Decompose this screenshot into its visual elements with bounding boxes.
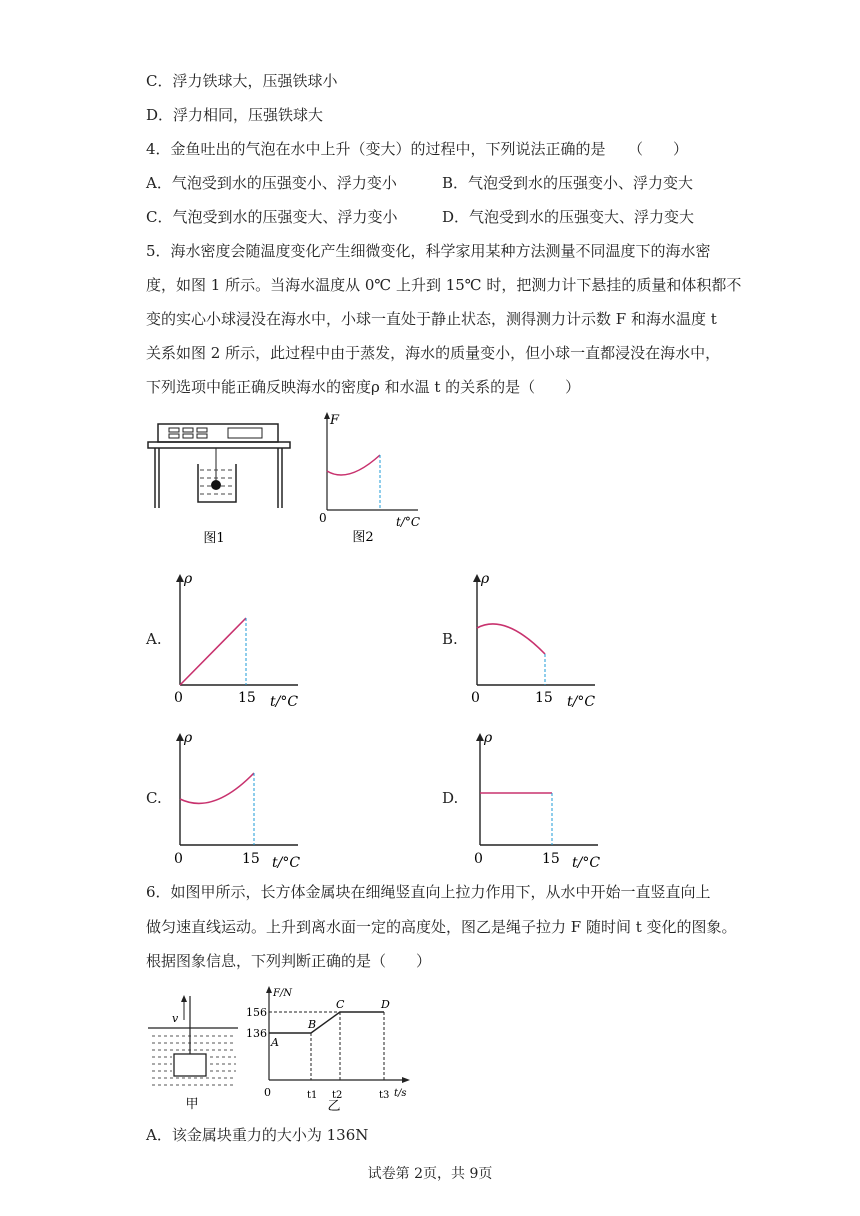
opt-c-xtick: 15 bbox=[242, 851, 260, 867]
opt-a-xtick: 15 bbox=[238, 690, 256, 706]
q4-option-c: C．气泡受到水的压强变大、浮力变小 bbox=[146, 208, 398, 226]
q5-option-a-graph bbox=[168, 568, 308, 713]
q6-figure-yi bbox=[244, 982, 414, 1112]
fig1-caption: 图1 bbox=[203, 531, 225, 546]
balance-top bbox=[158, 424, 278, 442]
q5-option-c-graph bbox=[168, 725, 308, 873]
q5-option-b-graph bbox=[465, 568, 605, 713]
q5-option-d-graph bbox=[468, 725, 608, 873]
fig2-x-label: t/°C bbox=[396, 515, 421, 529]
yi-x-label: t/s bbox=[394, 1088, 407, 1099]
opt-b-x-label: t/°C bbox=[567, 694, 596, 710]
yi-tick-t3: t3 bbox=[379, 1090, 390, 1101]
metal-block bbox=[174, 1054, 206, 1076]
q6-stem-line-3: 根据图象信息，下列判断正确的是（ ） bbox=[146, 952, 432, 970]
q5-stem-line-5: 下列选项中能正确反映海水的密度ρ 和水温 t 的关系的是（ ） bbox=[146, 378, 581, 396]
opt-c-curve bbox=[180, 773, 254, 803]
q5-stem-line-3: 变的实心小球浸没在海水中，小球一直处于静止状态，测得测力计示数 F 和海水温度 t bbox=[146, 310, 717, 328]
opt-a-line bbox=[180, 618, 246, 685]
yi-tick-156: 156 bbox=[246, 1006, 267, 1019]
opt-b-curve bbox=[477, 624, 545, 654]
q5-stem-line-1: 5．海水密度会随温度变化产生细微变化，科学家用某种方法测量不同温度下的海水密 bbox=[146, 242, 711, 260]
q5-stem-line-4: 关系如图 2 所示，此过程中由于蒸发，海水的质量变小，但小球一直都浸没在海水中， bbox=[146, 344, 721, 362]
opt-c-x-label: t/°C bbox=[272, 855, 301, 871]
q6-stem-line-1: 6．如图甲所示，长方体金属块在细绳竖直向上拉力作用下，从水中开始一直竖直向上 bbox=[146, 883, 711, 901]
opt-d-origin: 0 bbox=[474, 851, 483, 867]
v-label: v bbox=[172, 1012, 179, 1025]
page-footer: 试卷第 2页，共 9页 bbox=[367, 1166, 493, 1182]
q6-figure-jia bbox=[146, 990, 242, 1112]
yi-y-label: F/N bbox=[273, 988, 293, 999]
q5-figure-2 bbox=[308, 410, 438, 553]
opt-d-x-label: t/°C bbox=[572, 855, 601, 871]
yi-point-c: C bbox=[336, 998, 345, 1011]
opt-b-origin: 0 bbox=[471, 690, 480, 706]
q5-option-b-label[interactable]: B. bbox=[442, 630, 458, 648]
q5-option-d-label[interactable]: D. bbox=[442, 789, 459, 807]
q3-option-d: D．浮力相同，压强铁球大 bbox=[146, 106, 324, 124]
yi-point-a: A bbox=[271, 1036, 279, 1049]
yi-origin: 0 bbox=[264, 1086, 271, 1099]
opt-a-origin: 0 bbox=[174, 690, 183, 706]
yi-tick-136: 136 bbox=[246, 1027, 267, 1040]
ball bbox=[211, 480, 221, 490]
q5-option-a-label[interactable]: A. bbox=[146, 630, 162, 648]
opt-a-x-label: t/°C bbox=[270, 694, 299, 710]
fig2-y-label: F bbox=[330, 413, 340, 428]
fig2-caption: 图2 bbox=[352, 530, 374, 545]
yi-graph-line bbox=[269, 1012, 384, 1033]
fig2-curve bbox=[327, 455, 380, 475]
fig2-origin: 0 bbox=[319, 511, 327, 525]
opt-d-y-label: ρ bbox=[484, 730, 493, 746]
opt-c-origin: 0 bbox=[174, 851, 183, 867]
q4-option-b: B．气泡受到水的压强变小、浮力变大 bbox=[442, 174, 694, 192]
q5-stem-line-2: 度，如图 1 所示。当海水温度从 0℃ 上升到 15℃ 时，把测力计下悬挂的质量和体积都不 bbox=[146, 276, 742, 294]
q6-stem-line-2: 做匀速直线运动。上升到离水面一定的高度处，图乙是绳子拉力 F 随时间 t 变化的图象。 bbox=[146, 918, 737, 936]
q5-figure-1 bbox=[146, 418, 306, 553]
q3-option-c: C．浮力铁球大，压强铁球小 bbox=[146, 72, 338, 90]
q5-option-c-label[interactable]: C. bbox=[146, 789, 162, 807]
jia-caption: 甲 bbox=[185, 1097, 199, 1112]
opt-b-xtick: 15 bbox=[535, 690, 553, 706]
q4-option-d: D．气泡受到水的压强变大、浮力变大 bbox=[442, 208, 695, 226]
opt-a-y-label: ρ bbox=[184, 571, 193, 587]
yi-tick-t2: t2 bbox=[332, 1090, 343, 1101]
q4-option-a: A．气泡受到水的压强变小、浮力变小 bbox=[146, 174, 397, 192]
q4-stem: 4．金鱼吐出的气泡在水中上升（变大）的过程中，下列说法正确的是 （ ） bbox=[146, 140, 689, 158]
opt-d-xtick: 15 bbox=[542, 851, 560, 867]
q6-option-a: A．该金属块重力的大小为 136N bbox=[146, 1126, 369, 1144]
opt-c-y-label: ρ bbox=[184, 730, 193, 746]
yi-tick-t1: t1 bbox=[307, 1090, 318, 1101]
yi-point-d: D bbox=[381, 998, 390, 1011]
yi-point-b: B bbox=[308, 1018, 317, 1031]
opt-b-y-label: ρ bbox=[481, 571, 490, 587]
yi-caption: 乙 bbox=[327, 1099, 341, 1112]
